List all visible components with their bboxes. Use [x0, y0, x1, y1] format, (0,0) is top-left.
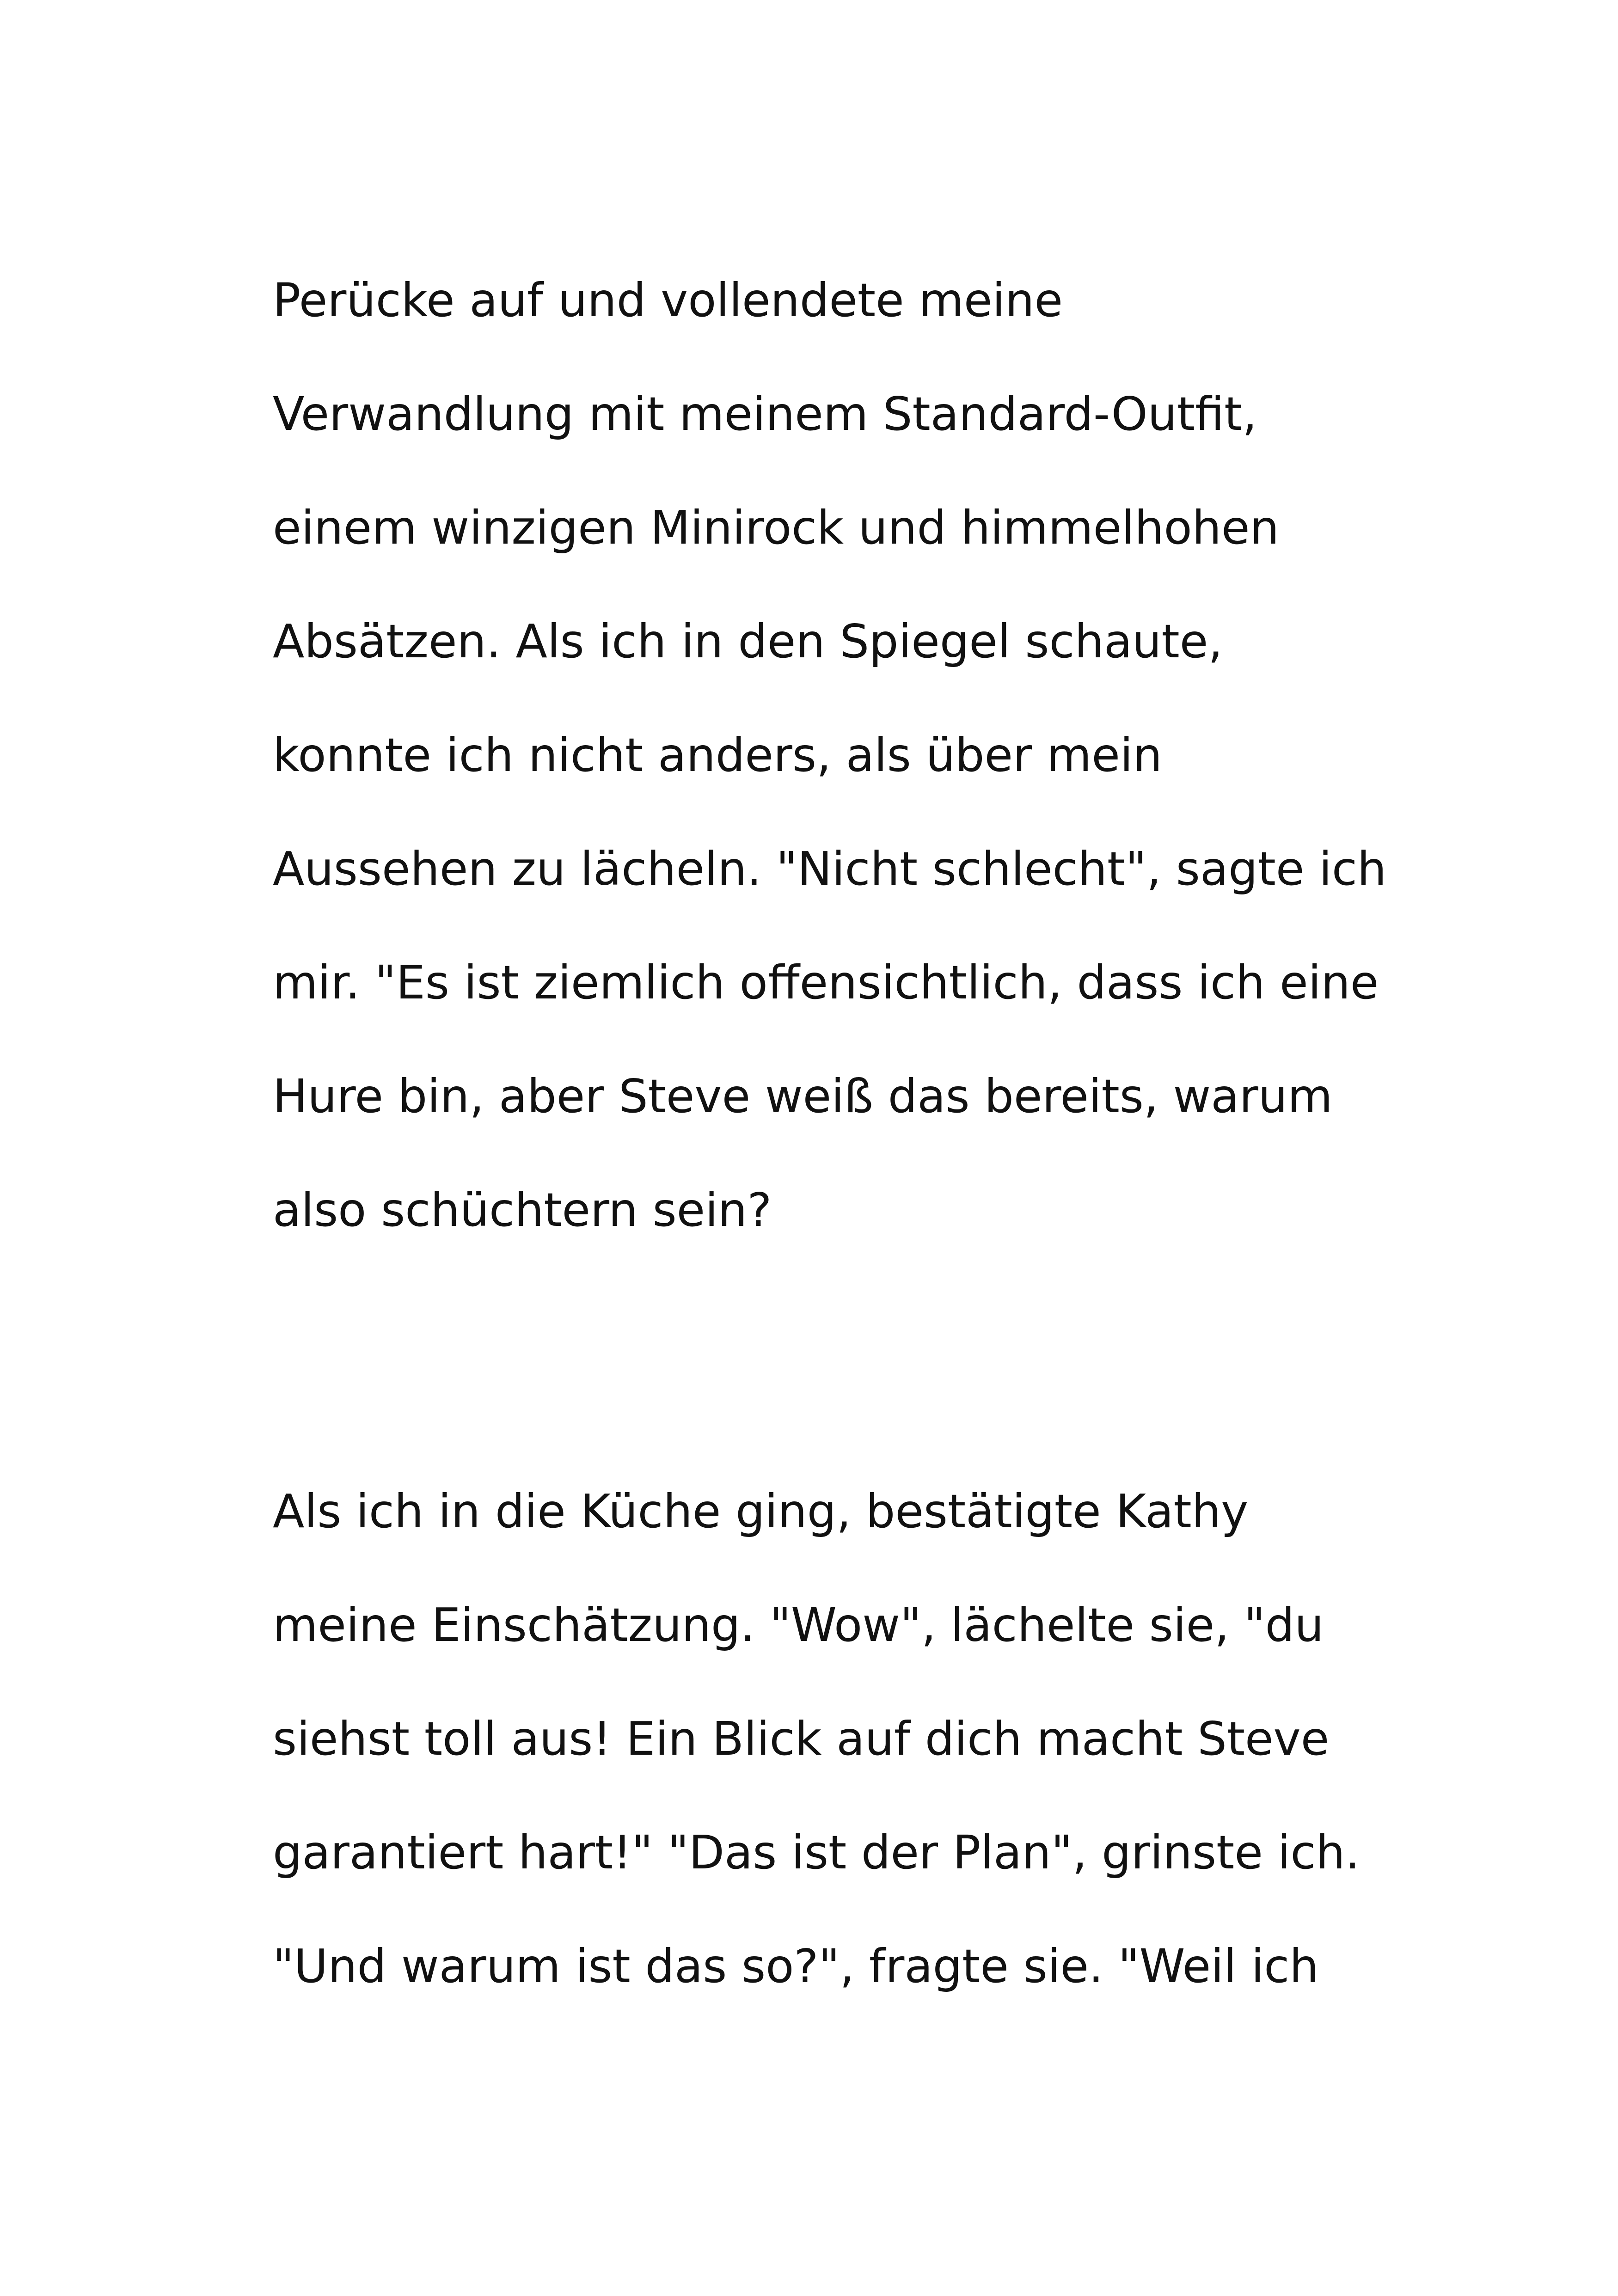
text-line: Absätzen. Als ich in den Spiegel schaute, [273, 614, 1223, 668]
paragraph-2 [273, 1479, 1382, 2048]
text-line: Verwandlung mit meinem Standard-Outfit, [273, 387, 1257, 441]
text-line: Als ich in die Küche ging, bestätigte Kathy [273, 1484, 1249, 1538]
text-line: Perücke auf und vollendete meine [273, 273, 1063, 327]
text-line: konnte ich nicht anders, als über mein [273, 728, 1163, 782]
text-line: garantiert hart!" "Das ist der Plan", grinste ich. [273, 1825, 1360, 1880]
text-line: mir. "Es ist ziemlich offensichtlich, dass ich eine [273, 955, 1379, 1010]
text-line: "Und warum ist das so?", fragte sie. "Weil ich [273, 1939, 1319, 1993]
text-line: siehst toll aus! Ein Blick auf dich macht Steve [273, 1712, 1330, 1766]
text-line: Hure bin, aber Steve weiß das bereits, warum [273, 1069, 1333, 1123]
text-line: Aussehen zu lächeln. "Nicht schlecht", sagte ich [273, 842, 1387, 896]
paragraph-1 [273, 268, 1387, 1292]
text-line: meine Einschätzung. "Wow", lächelte sie, "du [273, 1598, 1324, 1652]
text-line: also schüchtern sein? [273, 1183, 772, 1237]
text-line: einem winzigen Minirock und himmelhohen [273, 501, 1279, 555]
